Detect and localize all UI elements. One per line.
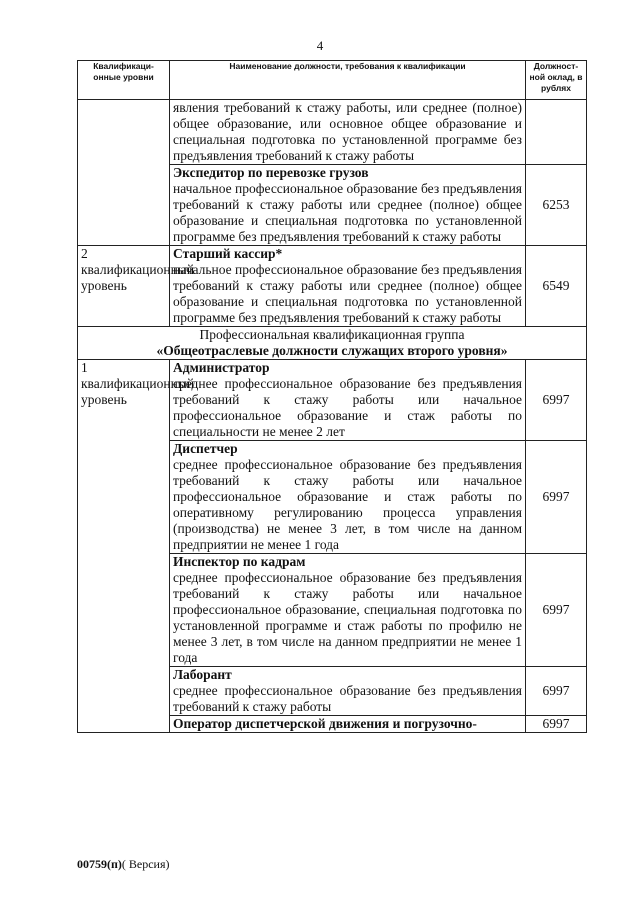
table-row bbox=[78, 360, 587, 441]
salary-cell: 6253 bbox=[526, 165, 587, 246]
level-cell: 1 квалификационный уровень bbox=[78, 360, 170, 733]
document-code: 00759(п) bbox=[77, 857, 122, 871]
table-row bbox=[78, 246, 587, 327]
position-title: Инспектор по кадрам bbox=[173, 554, 306, 569]
group-label: Профессиональная квалификационная группа bbox=[199, 327, 465, 342]
footer bbox=[77, 857, 170, 872]
level-cell bbox=[78, 100, 170, 246]
salary-cell: 6997 bbox=[526, 441, 587, 554]
salary-cell: 6997 bbox=[526, 667, 587, 716]
description-cell bbox=[170, 554, 526, 667]
qualification-table bbox=[77, 60, 587, 733]
document-version: ( Версия) bbox=[121, 857, 170, 871]
position-title: Оператор диспетчерской движения и погрузочно- bbox=[173, 716, 477, 731]
row-description: явления требований к стажу работы, или среднее (полное) общее образование, или основное общее образование и специальная подготовка по установленной программе без предъявления требований к стажу работы bbox=[173, 100, 522, 163]
position-title: Диспетчер bbox=[173, 441, 238, 456]
salary-cell: 6549 bbox=[526, 246, 587, 327]
group-header-row bbox=[78, 327, 587, 360]
description-cell bbox=[170, 716, 526, 733]
group-header bbox=[78, 327, 587, 360]
row-description: среднее профессиональное образование без предъявления требований к стажу работы или начальное профессиональное образование, специальная подготовка по установленной программе и стаж работы по профилю не менее 3 лет, в том числе на данном предприятии не менее 1 года bbox=[173, 570, 522, 665]
table-row bbox=[78, 100, 587, 165]
level-cell: 2 квалификационный уровень bbox=[78, 246, 170, 327]
page-number: 4 bbox=[316, 38, 324, 53]
row-description: среднее профессиональное образование без предъявления требований к стажу работы или начальное профессиональное образование и стаж работы по специальности не менее 2 лет bbox=[173, 376, 522, 439]
description-cell bbox=[170, 100, 526, 165]
salary-cell: 6997 bbox=[526, 360, 587, 441]
position-title: Старший кассир* bbox=[173, 246, 283, 261]
table-header-row bbox=[78, 61, 587, 100]
header-salary: Должност-ной оклад, в рублях bbox=[526, 61, 587, 100]
group-title: «Общеотраслевые должности служащих второго уровня» bbox=[156, 343, 508, 358]
header-level: Квалификаци-онные уровни bbox=[78, 61, 170, 100]
row-description: среднее профессиональное образование без предъявления требований к стажу работы или начальное профессиональное образование и стаж работы по оперативному регулированию процесса управления (производства) не менее 3 лет, в том числе на данном предприятии не менее 1 года bbox=[173, 457, 522, 552]
description-cell bbox=[170, 667, 526, 716]
salary-cell: 6997 bbox=[526, 554, 587, 667]
description-cell bbox=[170, 246, 526, 327]
salary-cell: 6997 bbox=[526, 716, 587, 733]
position-title: Администратор bbox=[173, 360, 270, 375]
position-title: Лаборант bbox=[173, 667, 232, 682]
row-description: начальное профессиональное образование без предъявления требований к стажу работы или среднее (полное) общее образование и специальная подготовка по установленной программе без предъявления требований к стажу работы bbox=[173, 262, 522, 325]
row-description: начальное профессиональное образование без предъявления требований к стажу работы или среднее (полное) общее образование и специальная подготовка по установленной программе без предъявления требований к стажу работы bbox=[173, 181, 522, 244]
row-description: среднее профессиональное образование без предъявления требований к стажу работы bbox=[173, 683, 522, 714]
header-name: Наименование должности, требования к квалификации bbox=[170, 61, 526, 100]
description-cell bbox=[170, 360, 526, 441]
description-cell bbox=[170, 441, 526, 554]
position-title: Экспедитор по перевозке грузов bbox=[173, 165, 369, 180]
salary-cell bbox=[526, 100, 587, 165]
description-cell bbox=[170, 165, 526, 246]
